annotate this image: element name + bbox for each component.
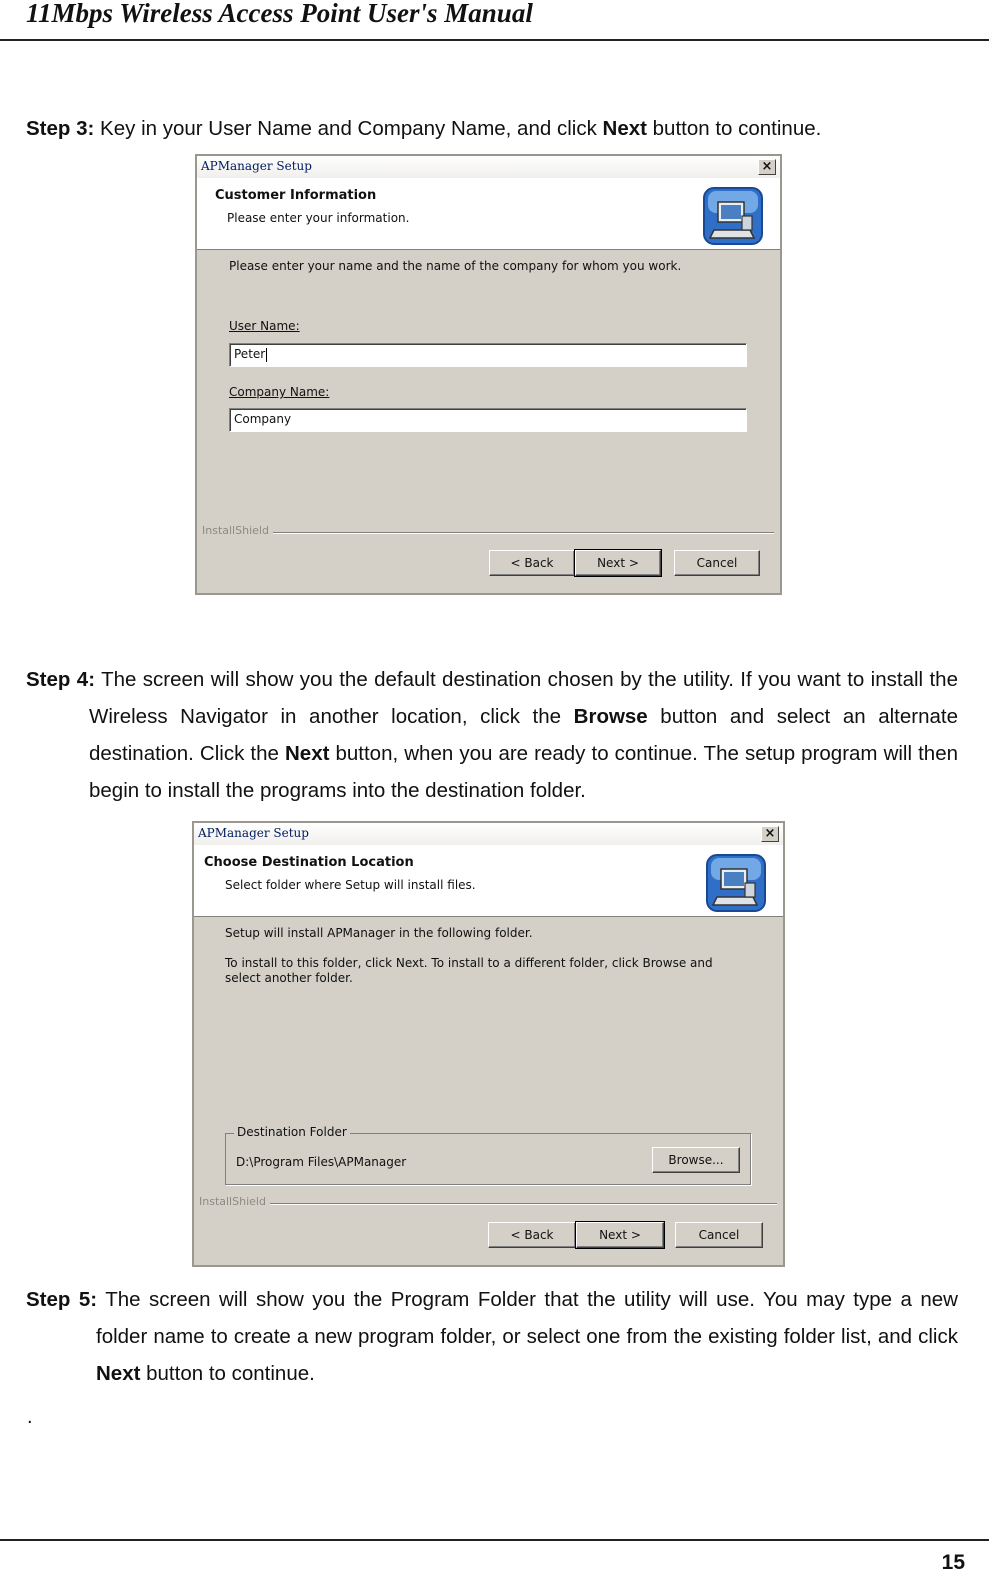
manual-title: 11Mbps Wireless Access Point User's Manual bbox=[26, 0, 533, 28]
title-bar bbox=[197, 156, 780, 178]
next-button[interactable]: Next > bbox=[576, 1222, 664, 1248]
window-title: APManager Setup bbox=[198, 826, 309, 840]
back-button[interactable]: < Back bbox=[489, 550, 575, 576]
user-name-label: User Name: bbox=[229, 319, 300, 333]
user-name-input[interactable]: Peter bbox=[229, 343, 747, 367]
step-3-paragraph: Step 3: Key in your User Name and Company Name, and click Next button to continue. bbox=[26, 117, 822, 140]
close-button[interactable]: × bbox=[758, 159, 776, 175]
step-4-paragraph: Step 4: The screen will show you the default destination chosen by the utility. If you want to install the Wireless Navigator in another location, click the Browse button and select an alternate destination. Click the Next button, when you are ready to continue. The setup program will then begin to install the programs into the destination folder. bbox=[26, 668, 959, 802]
prompt-text: Please enter your name and the name of the company for whom you work. bbox=[229, 259, 682, 273]
destination-folder-label: Destination Folder bbox=[234, 1125, 350, 1139]
back-button[interactable]: < Back bbox=[488, 1222, 576, 1248]
install-instructions-text: To install to this folder, click Next. To install to a different folder, click Browse and select another folder. bbox=[225, 956, 713, 985]
step-5-label: Step 5: bbox=[26, 1288, 98, 1311]
setup-computer-icon bbox=[705, 853, 767, 913]
header-subtitle: Select folder where Setup will install files. bbox=[225, 878, 476, 892]
cancel-button[interactable]: Cancel bbox=[674, 550, 760, 576]
step-3-label: Step 3: bbox=[26, 117, 95, 140]
company-name-label: Company Name: bbox=[229, 385, 330, 399]
installshield-brand: InstallShield bbox=[202, 524, 269, 537]
step-5-paragraph: Step 5: The screen will show you the Program Folder that the utility will use. You may type a new folder name to create a new program folder, or select one from the existing folder list, and click Next button to continue. bbox=[26, 1288, 958, 1385]
cancel-button[interactable]: Cancel bbox=[675, 1222, 763, 1248]
title-bar bbox=[194, 823, 783, 845]
setup-computer-icon bbox=[702, 186, 764, 246]
installshield-brand: InstallShield bbox=[199, 1195, 266, 1208]
destination-path: D:\Program Files\APManager bbox=[236, 1155, 407, 1169]
choose-destination-dialog bbox=[192, 821, 785, 1267]
header-title: Customer Information bbox=[215, 188, 377, 203]
company-name-input[interactable]: Company bbox=[229, 408, 747, 432]
header-subtitle: Please enter your information. bbox=[227, 211, 410, 225]
divider bbox=[273, 532, 774, 534]
dialog-header bbox=[197, 178, 780, 250]
browse-button[interactable]: Browse... bbox=[652, 1147, 740, 1173]
dialog-header bbox=[194, 845, 783, 917]
page-number: 15 bbox=[941, 1551, 965, 1574]
destination-folder-group bbox=[225, 1125, 751, 1185]
page-footer bbox=[0, 1539, 989, 1574]
customer-information-dialog bbox=[195, 154, 782, 595]
window-title: APManager Setup bbox=[201, 159, 312, 173]
step-4-label: Step 4: bbox=[26, 668, 96, 691]
divider bbox=[270, 1203, 777, 1205]
next-button[interactable]: Next > bbox=[575, 550, 661, 576]
page-header bbox=[0, 0, 989, 41]
install-folder-text: Setup will install APManager in the following folder. bbox=[225, 926, 533, 940]
trailing-dot: . bbox=[27, 1406, 33, 1428]
close-button[interactable]: × bbox=[761, 826, 779, 842]
header-title: Choose Destination Location bbox=[204, 855, 414, 870]
